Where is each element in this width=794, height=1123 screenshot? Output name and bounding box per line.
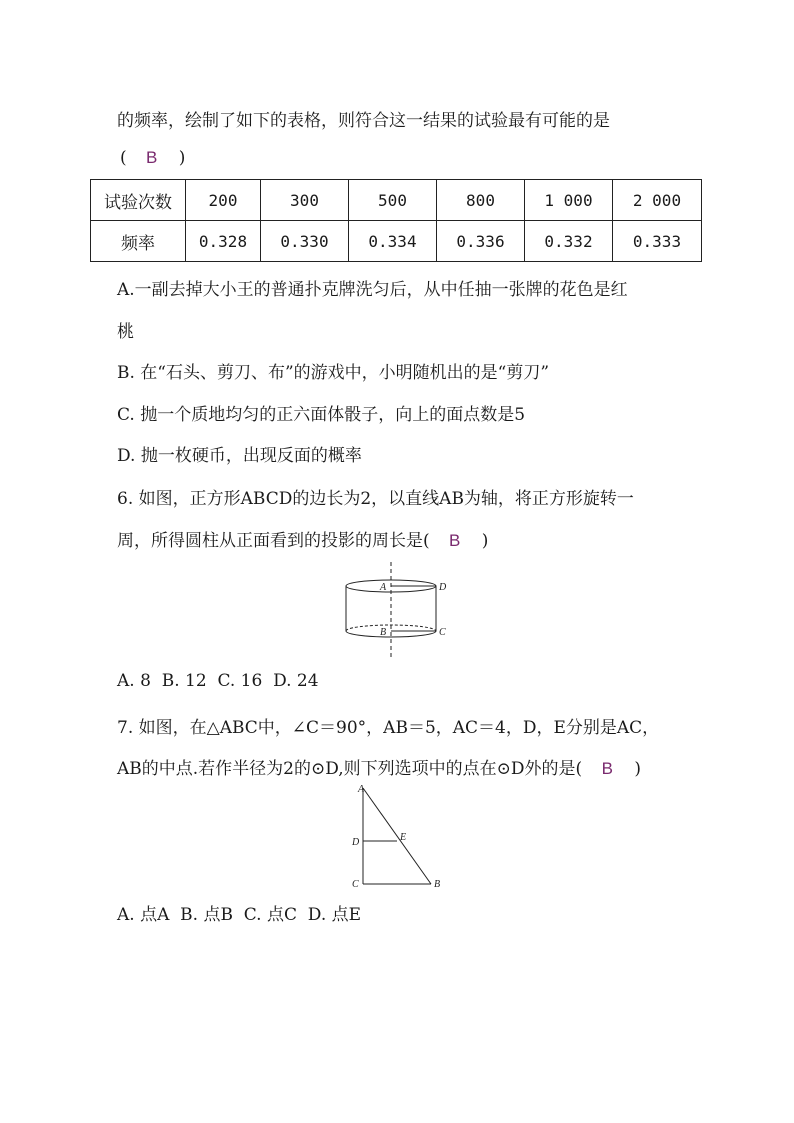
table-row xyxy=(91,221,702,262)
q5-answer: B xyxy=(146,148,158,167)
table-cell: 0.332 xyxy=(525,221,613,262)
label-c: C xyxy=(352,879,359,890)
table-cell: 1 000 xyxy=(525,180,613,221)
table-cell: 0.328 xyxy=(186,221,261,262)
label-c: C xyxy=(439,627,446,638)
q5-option-d: D. 抛一枚硬币，出现反面的概率 xyxy=(117,446,362,466)
q5-option-a-line2: 桃 xyxy=(117,322,134,342)
q5-option-b: B. 在“石头、剪刀、布”的游戏中，小明随机出的是“剪刀” xyxy=(117,363,550,383)
q6-options: A. 8 B. 12 C. 16 D. 24 xyxy=(117,671,319,691)
label-a: A xyxy=(380,582,387,593)
q5-answer-line xyxy=(120,148,185,168)
cylinder-figure xyxy=(335,560,460,660)
label-d: D xyxy=(439,582,447,593)
table-cell: 0.333 xyxy=(613,221,702,262)
table-cell: 300 xyxy=(261,180,349,221)
triangle-figure xyxy=(345,780,450,892)
table-cell: 2 000 xyxy=(613,180,702,221)
q6-stem-line1: 6. 如图，正方形ABCD的边长为2，以直线AB为轴，将正方形旋转一 xyxy=(117,489,634,509)
table-cell: 0.330 xyxy=(261,221,349,262)
q7-options: A. 点A B. 点B C. 点C D. 点E xyxy=(117,905,362,925)
table-cell: 800 xyxy=(437,180,525,221)
table-header-trials: 试验次数 xyxy=(91,180,186,221)
q5-option-c: C. 抛一个质地均匀的正六面体骰子，向上的面点数是5 xyxy=(117,405,526,425)
table-header-frequency: 频率 xyxy=(91,221,186,262)
q7-stem-text: AB的中点.若作半径为2的⊙D,则下列选项中的点在⊙D外的是( xyxy=(117,759,583,779)
label-b: B xyxy=(434,879,441,890)
table-cell: 500 xyxy=(349,180,437,221)
q6-answer: B xyxy=(449,531,461,550)
q5-paren-close: ) xyxy=(178,148,186,168)
label-b: B xyxy=(380,627,387,638)
q5-intro-line: 的频率，绘制了如下的表格，则符合这一结果的试验最有可能的是 xyxy=(117,111,610,131)
table-cell: 0.336 xyxy=(437,221,525,262)
q5-option-a-line1: A.一副去掉大小王的普通扑克牌洗匀后，从中任抽一张牌的花色是红 xyxy=(117,280,628,300)
table-row xyxy=(91,180,702,221)
table-cell: 0.334 xyxy=(349,221,437,262)
q5-paren-open: ( xyxy=(120,148,127,168)
q6-stem-line2 xyxy=(117,526,488,551)
q6-stem-text: 周，所得圆柱从正面看到的投影的周长是( xyxy=(117,531,430,551)
q7-stem-line2 xyxy=(117,754,641,779)
label-a: A xyxy=(358,784,365,795)
frequency-table xyxy=(90,179,702,262)
label-d: D xyxy=(352,837,360,848)
label-e: E xyxy=(400,832,407,843)
table-cell: 200 xyxy=(186,180,261,221)
q6-paren-close: ) xyxy=(481,531,489,551)
q7-answer: B xyxy=(601,759,613,778)
q7-stem-line1: 7. 如图，在△ABC中，∠C＝90°，AB＝5，AC＝4，D，E分别是AC， xyxy=(117,718,660,738)
q7-paren-close: ) xyxy=(634,759,641,779)
